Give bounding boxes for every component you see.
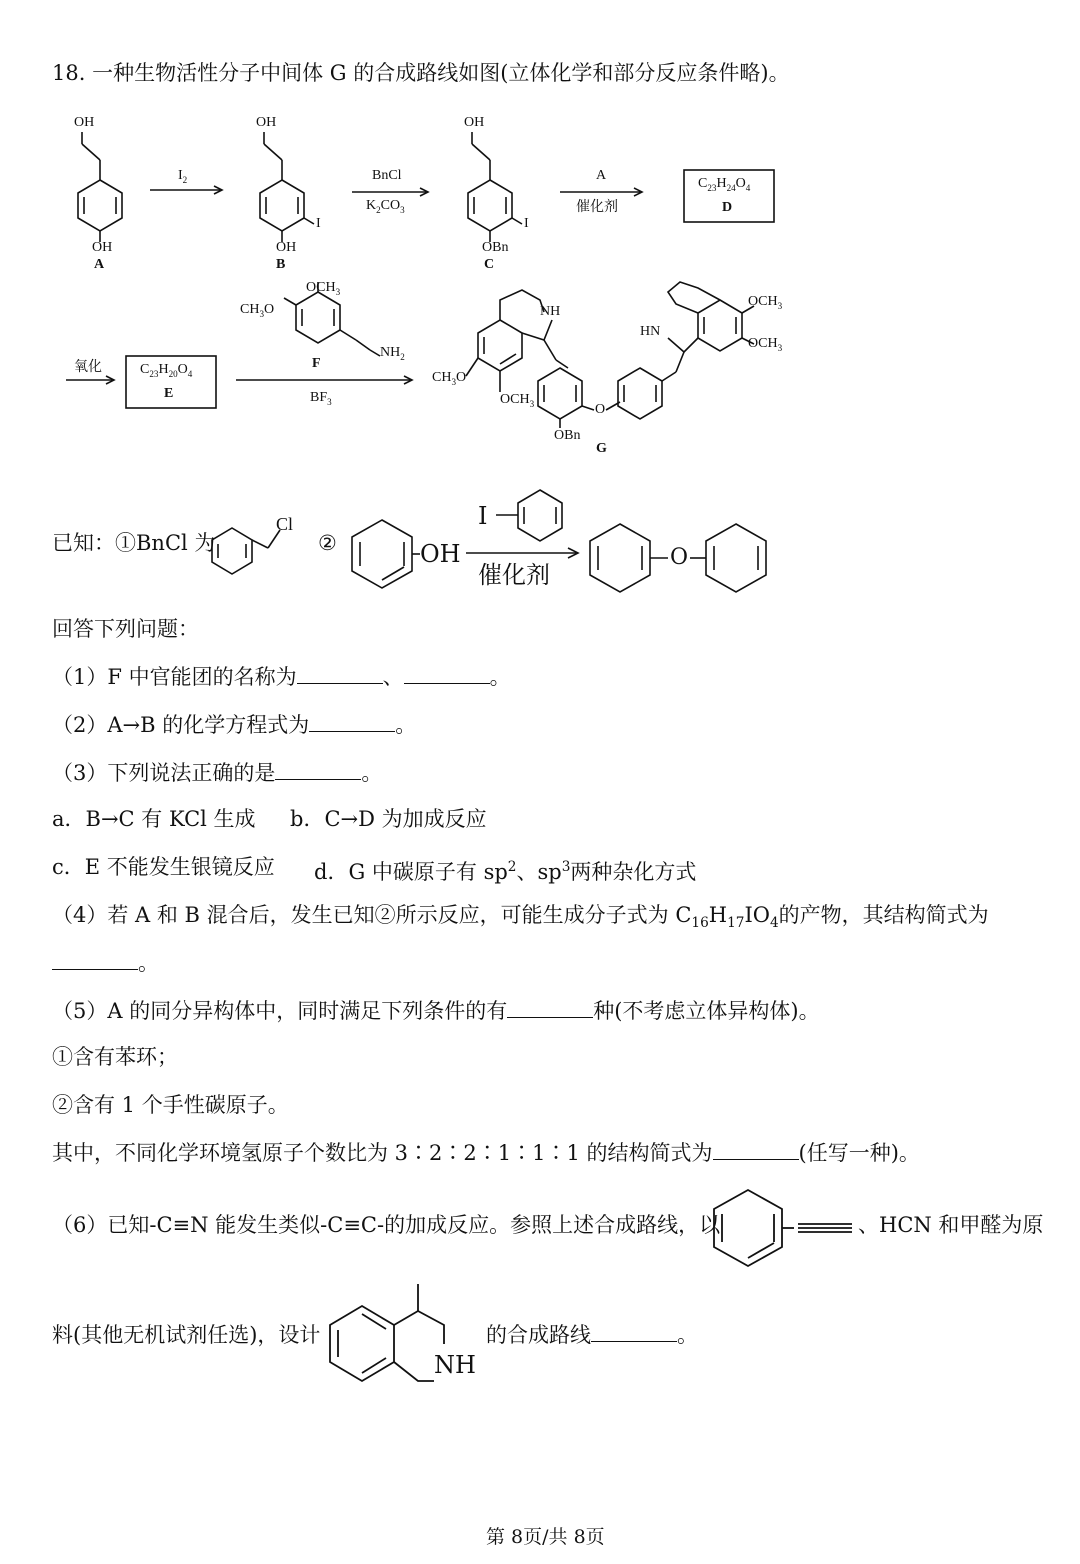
label-g-obn: OBn [554,428,581,443]
known-catalyst: 催化剂 [478,561,550,589]
answer-blank-5b[interactable] [713,1141,799,1160]
reagent-k2co3: $K_2CO_3$ [366,198,405,215]
answer-blank-5a[interactable] [507,999,593,1018]
label-g-ether-o: O [595,402,606,417]
answer-blank-3[interactable] [275,761,361,780]
compound-label-g: G [596,441,607,456]
compound-label-a: A [94,257,105,272]
question-6-line2-post: 的合成路线 。 [486,1323,698,1347]
question-4-answer: 。 [52,950,159,976]
question-6-line2-pre: 料(其他无机试剂任选)，设计 [52,1323,321,1347]
q5-line-3: 其中，不同化学环境氢原子个数比为 3∶2∶2∶1∶1∶1 的结构简式为 (任写一种)。 [52,1141,920,1165]
answer-blank-1a[interactable] [297,665,383,684]
question-3: （3）下列说法正确的是 。 [52,761,383,785]
label-g-hn: HN [640,324,661,339]
label-a-oh-bottom: OH [92,240,113,255]
label-f-ch3o: $CH_3O$ [240,302,275,319]
label-g-och3-left: $OCH_3$ [500,392,535,409]
option-a: a．B→C 有 KCl 生成 [52,807,256,831]
question-6-pre: （6）已知-C≡N 能发生类似-C≡C-的加成反应。参照上述合成路线，以 [52,1213,721,1237]
known-cl: Cl [276,514,294,534]
question-intro: 18. 一种生物活性分子中间体 G 的合成路线如图(立体化学和部分反应条件略)。 [52,61,790,85]
answer-blank-6[interactable] [591,1323,677,1342]
q6-nh-label: NH [434,1351,476,1379]
option-c: c．E 不能发生银镜反应 [52,855,275,879]
label-c-oh-top: OH [464,115,485,130]
question-4: （4）若 A 和 B 混合后，发生已知②所示反应，可能生成分子式为 $C_{16}H_{17}IO_4$的产物，其结构简式为 [52,903,989,932]
q5-condition-2: ②含有 1 个手性碳原子。 [52,1093,289,1117]
reagent-bncl: BnCl [372,168,402,183]
reagent-a: A [596,168,607,183]
label-f-nh2: $NH_2$ [380,345,405,362]
compound-label-f: F [312,356,321,371]
known-ether-o: O [670,545,689,570]
reagent-bf3: $BF_3$ [310,390,332,407]
compound-label-c: C [484,257,495,272]
option-b: b．C→D 为加成反应 [290,807,487,831]
label-g-ch3o: $CH_3O$ [432,370,467,387]
reagent-iodine: $I_2$ [178,168,188,185]
known-oh: OH [420,540,461,568]
answer-blank-2[interactable] [309,713,395,732]
question-2: （2）A→B 的化学方程式为 。 [52,713,417,737]
known-prefix: 已知：①BnCl 为 [52,531,216,555]
page-footer: 第 8页/共 8页 [486,1526,605,1548]
label-c-iodo: I [524,216,529,231]
compound-label-b: B [276,257,286,272]
label-g-och3-right-top: $OCH_3$ [748,294,783,311]
answer-prompt: 回答下列问题： [52,617,199,641]
reagent-oxidation: 氧化 [74,360,102,375]
label-f-och3: $OCH_3$ [306,280,341,297]
label-b-oh-top: OH [256,115,277,130]
label-a-oh-top: OH [74,115,95,130]
question-6-post: 、HCN 和甲醛为原 [858,1213,1044,1237]
answer-blank-4[interactable] [52,951,138,970]
option-d: d．G 中碳原子有 $sp^2$、$sp^3$两种杂化方式 [314,859,697,884]
question-1: （1）F 中官能团的名称为 、 。 [52,665,511,689]
answer-blank-1b[interactable] [404,665,490,684]
label-b-oh-bottom: OH [276,240,297,255]
label-c-obn: OBn [482,240,509,255]
formula-d: $C_{23}H_{24}O_4$ [698,176,751,193]
q5-condition-1: ①含有苯环； [52,1045,178,1069]
known-iodo: I [478,502,488,530]
reagent-catalyst: 催化剂 [576,200,618,215]
label-g-nh: NH [540,304,561,319]
label-g-och3-right-bottom: $OCH_3$ [748,336,783,353]
compound-label-d: D [722,200,733,215]
question-5: （5）A 的同分异构体中，同时满足下列条件的有 种(不考虑立体异构体)。 [52,999,820,1023]
compound-label-e: E [164,386,174,401]
known-number-2: ② [318,531,337,555]
formula-e: $C_{23}H_{20}O_4$ [140,362,193,379]
label-b-iodo: I [316,216,321,231]
